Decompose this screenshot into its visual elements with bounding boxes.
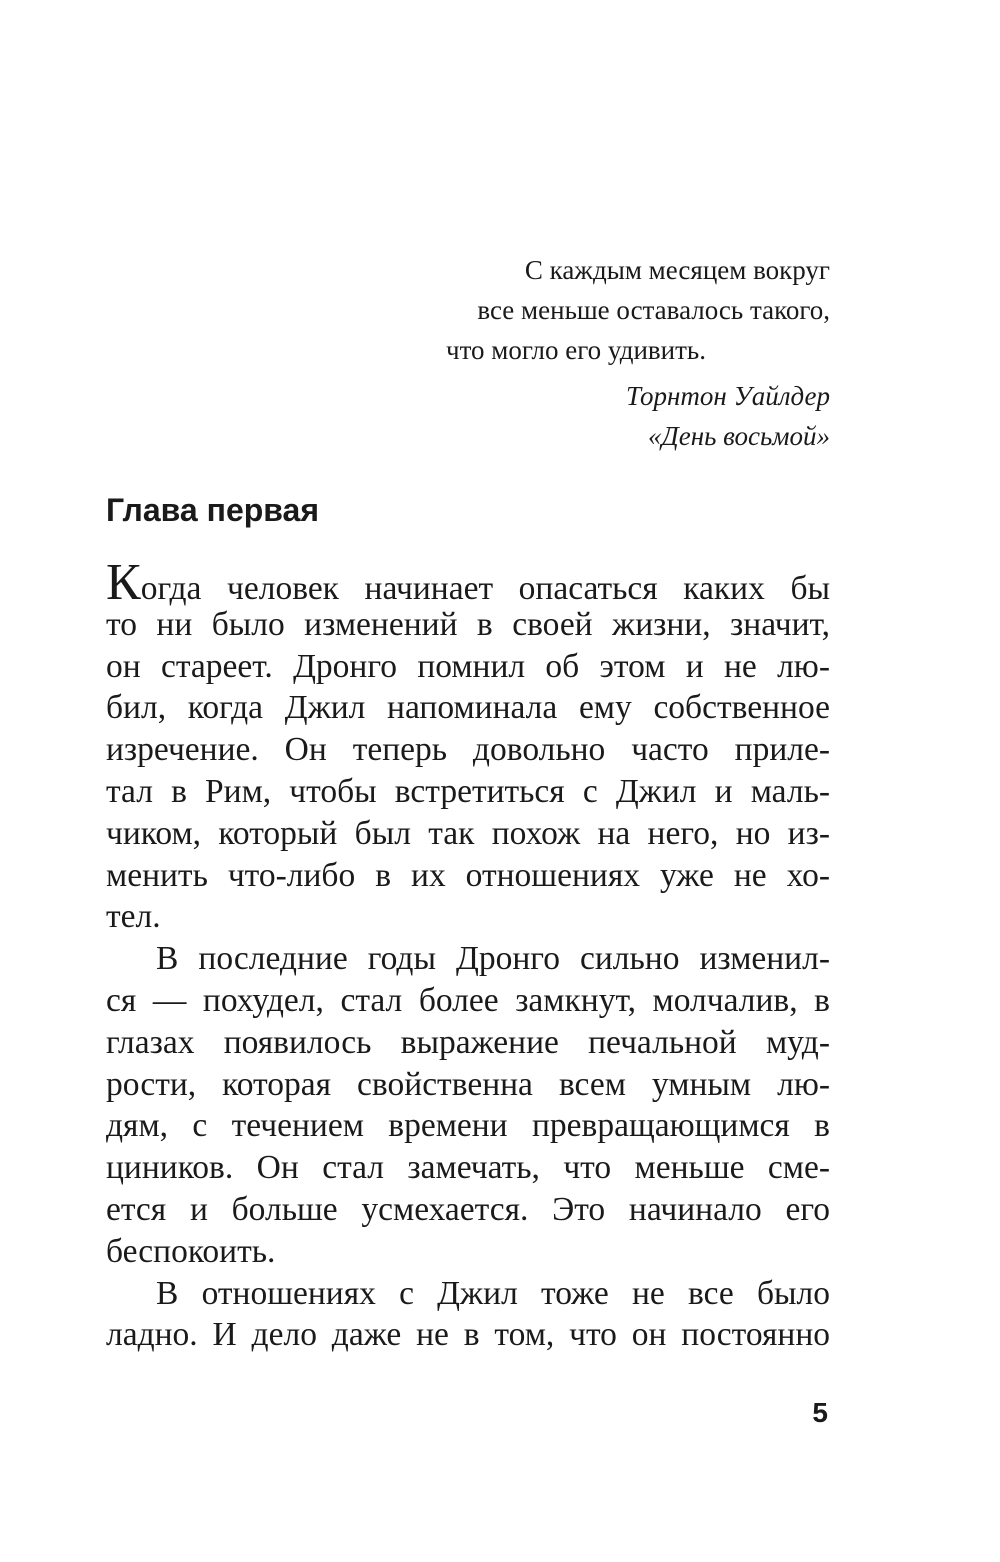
epigraph-line: что могло его удивить. (446, 335, 706, 365)
first-line-text: огда человек начинает опасаться каких бы (140, 570, 830, 607)
drop-cap: К (106, 554, 141, 611)
text-line: изречение. Он теперь довольно часто приле- (106, 731, 830, 769)
text-line: рости, которая свойственна всем умным лю- (106, 1065, 830, 1103)
text-line: В отношениях с Джил тоже не все было (156, 1274, 830, 1312)
text-line: беспокоить. (106, 1232, 276, 1270)
text-line: то ни было изменений в своей жизни, значит, (106, 605, 830, 643)
epigraph (400, 250, 830, 456)
text-line: тал в Рим, чтобы встретиться с Джил и маль- (106, 772, 830, 810)
chapter-title: Глава первая (106, 492, 319, 528)
text-line: менить что-либо в их отношениях уже не хо- (106, 856, 830, 894)
text-line: чиком, который был так похож на него, но из- (106, 814, 830, 852)
text-line (106, 554, 830, 611)
epigraph-author: Торнтон Уайлдер (626, 381, 830, 411)
text-line: ся — похудел, стал более замкнут, молчалив, в (106, 981, 830, 1019)
text-line: дям, с течением времени превращающимся в (106, 1107, 830, 1145)
epigraph-line: все меньше оставалось такого, (477, 295, 830, 325)
body-text (106, 554, 830, 1356)
text-line: В последние годы Дронго сильно изменил- (156, 940, 830, 978)
text-line: тел. (106, 898, 161, 936)
text-line: ладно. И дело даже не в том, что он постоянно (106, 1316, 830, 1354)
text-line: ется и больше усмехается. Это начинало его (106, 1190, 830, 1228)
text-line: циников. Он стал замечать, что меньше сме- (106, 1149, 830, 1187)
epigraph-line: С каждым месяцем вокруг (524, 255, 830, 285)
text-line: он стареет. Дронго помнил об этом и не лю- (106, 647, 830, 685)
epigraph-source: «День восьмой» (648, 421, 830, 451)
text-line: глазах появилось выражение печальной муд- (106, 1023, 830, 1061)
epigraph-attribution (400, 376, 830, 456)
text-line: бил, когда Джил напоминала ему собственное (106, 689, 830, 727)
page-number: 5 (812, 1397, 828, 1428)
